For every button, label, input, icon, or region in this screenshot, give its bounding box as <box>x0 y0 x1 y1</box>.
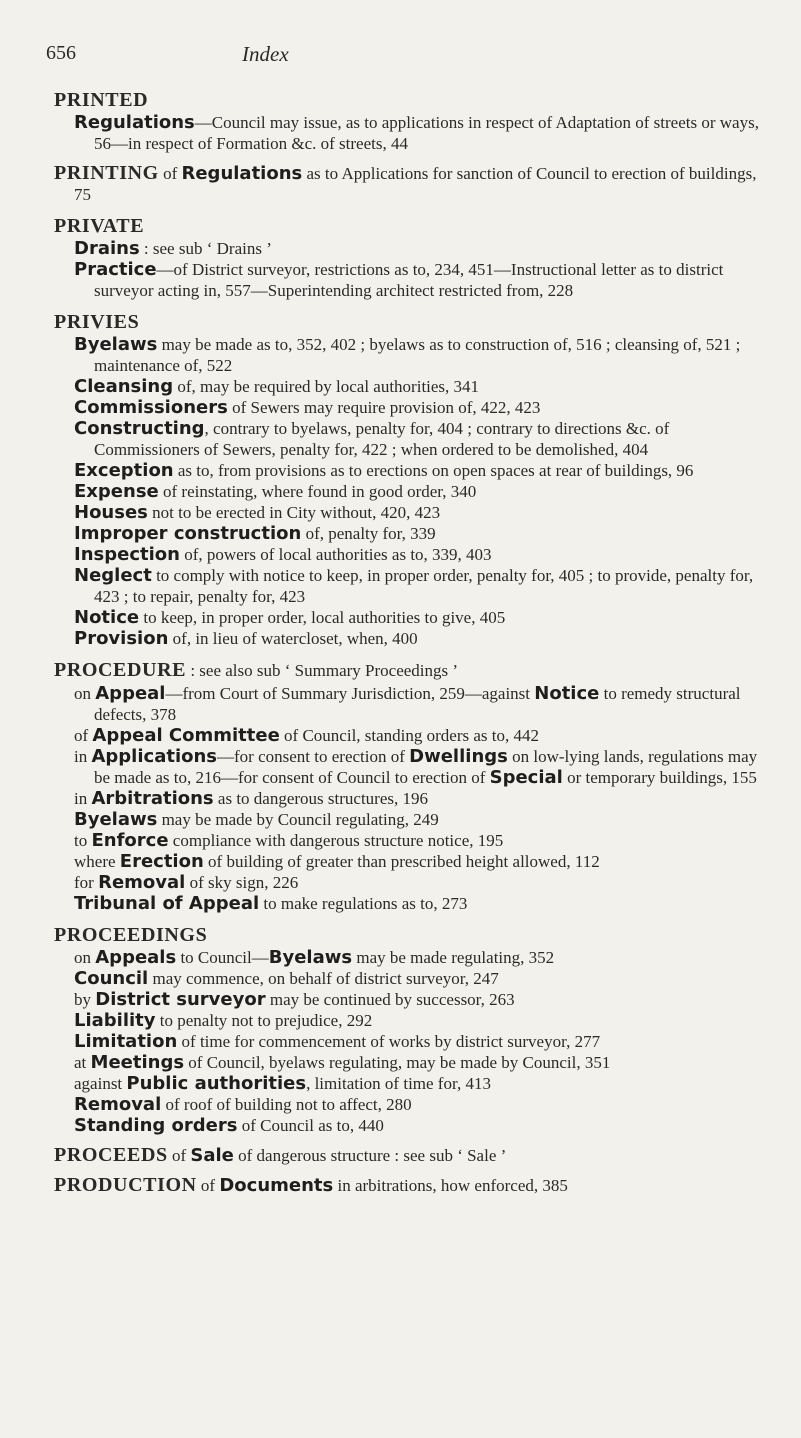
entry-keyword: Applications <box>91 746 218 767</box>
entry-text: of building of greater than prescribed height allowed, 112 <box>203 852 600 871</box>
index-section <box>50 1175 762 1196</box>
section-heading-line <box>54 214 762 238</box>
entry-keyword: Liability <box>74 1010 156 1031</box>
entry-keyword: Standing orders <box>74 1115 238 1136</box>
entry-keyword: Neglect <box>74 565 152 586</box>
entry-text: to make regulations as to, 273 <box>259 894 468 913</box>
entry-text: as to Applications for sanction of Council to erection of buildings, 75 <box>74 164 757 204</box>
entry-text: of, in lieu of watercloset, when, 400 <box>168 629 418 648</box>
entry-text: —Council may issue, as to applications in respect of Adaptation of streets or ways, 56—in respect of Formation &c. of streets, 44 <box>94 113 759 153</box>
index-section <box>50 310 762 649</box>
entry-text: —of District surveyor, restrictions as to, 234, 451—Instructional letter as to district surveyor acting in, 557—Superintending architect restricted from, 228 <box>94 260 724 300</box>
entry-keyword: Appeal <box>95 683 166 704</box>
index-entry <box>50 238 762 259</box>
entry-keyword: Regulations <box>74 112 195 133</box>
entry-text: may be made as to, 352, 402 ; byelaws as to construction of, 516 ; cleansing of, 521 ; maintenance of, 522 <box>94 335 741 375</box>
entry-keyword: Houses <box>74 502 148 523</box>
entry-text: or temporary buildings, 155 <box>562 768 757 787</box>
entry-text: by <box>74 990 96 1009</box>
entry-keyword: Commissioners <box>74 397 228 418</box>
entry-text: in <box>74 747 92 766</box>
entry-keyword: Council <box>74 968 149 989</box>
entry-text: for <box>74 873 99 892</box>
entry-keyword: Drains <box>74 238 140 259</box>
index-entry <box>50 725 762 746</box>
index-entry <box>50 968 762 989</box>
index-entry <box>50 1094 762 1115</box>
heading-cross-reference: : see also sub ‘ Summary Proceedings ’ <box>186 661 459 680</box>
index-entry <box>50 628 762 649</box>
entry-text: in arbitrations, how enforced, 385 <box>333 1176 568 1195</box>
index-entry <box>50 947 762 968</box>
index-entry <box>50 809 762 830</box>
entry-text: —from Court of Summary Jurisdiction, 259—against <box>165 684 535 703</box>
entry-keyword: Special <box>489 767 563 788</box>
section-heading: PROCEDURE <box>54 659 187 681</box>
entry-keyword: Notice <box>534 683 600 704</box>
entry-text: at <box>74 1053 91 1072</box>
entry-keyword: Arbitrations <box>91 788 214 809</box>
index-entry <box>50 893 762 914</box>
entry-text: —for consent to erection of <box>217 747 410 766</box>
entry-text: of, powers of local authorities as to, 339, 403 <box>179 545 492 564</box>
entry-text: , contrary to byelaws, penalty for, 404 ; contrary to directions &c. of Commissioners of Sewers, penalty for, 422 ; when ordered to be demolished, 404 <box>94 419 670 459</box>
section-heading-line <box>54 658 762 683</box>
entry-keyword: District surveyor <box>95 989 266 1010</box>
entry-keyword: Erection <box>119 851 204 872</box>
entry-text: of, may be required by local authorities, 341 <box>173 377 480 396</box>
index-section <box>50 214 762 301</box>
index-entry <box>50 334 762 376</box>
index-entry <box>50 544 762 565</box>
entry-text: to comply with notice to keep, in proper order, penalty for, 405 ; to provide, penalty for, 423 ; to repair, penalty for, 423 <box>94 566 754 606</box>
entry-keyword: Appeal Committee <box>92 725 280 746</box>
entry-text: on low-lying lands, regulations may be made as to, 216—for consent of Council to erection of <box>94 747 758 787</box>
entry-keyword: Provision <box>74 628 169 649</box>
lead-entry <box>50 163 762 205</box>
entry-text: against <box>74 1074 127 1093</box>
entry-text: of roof of building not to affect, 280 <box>161 1095 412 1114</box>
entry-text: of Sewers may require provision of, 422, 423 <box>227 398 541 417</box>
index-entry <box>50 460 762 481</box>
index-entry <box>50 397 762 418</box>
index-entry <box>50 851 762 872</box>
entry-text: on <box>74 948 96 967</box>
entry-keyword: Improper construction <box>74 523 302 544</box>
entry-keyword: Byelaws <box>74 334 158 355</box>
entry-keyword: Appeals <box>95 947 177 968</box>
index-entry <box>50 565 762 607</box>
entry-keyword: Public authorities <box>126 1073 307 1094</box>
index-entry <box>50 1010 762 1031</box>
section-heading: PRODUCTION <box>54 1174 197 1196</box>
entry-text: of <box>158 164 182 183</box>
entry-text: may be made by Council regulating, 249 <box>157 810 439 829</box>
section-heading-line <box>54 923 762 947</box>
index-entry <box>50 1031 762 1052</box>
index-entry <box>50 989 762 1010</box>
index-section <box>50 1145 762 1166</box>
entry-keyword: Exception <box>74 460 174 481</box>
section-heading: PRINTING <box>54 162 159 184</box>
entry-text: on <box>74 684 96 703</box>
page-number: 656 <box>46 42 76 64</box>
entry-text: of Council as to, 440 <box>237 1116 384 1135</box>
entry-keyword: Cleansing <box>74 376 174 397</box>
index-entry <box>50 607 762 628</box>
entry-text: of time for commencement of works by district surveyor, 277 <box>177 1032 601 1051</box>
lead-entry <box>50 1145 762 1166</box>
index-entry <box>50 683 762 725</box>
entry-keyword: Documents <box>219 1175 334 1196</box>
entry-text: to penalty not to prejudice, 292 <box>155 1011 373 1030</box>
section-heading: PRIVIES <box>54 311 140 333</box>
entry-text: not to be erected in City without, 420, 423 <box>147 503 441 522</box>
index-entry <box>50 418 762 460</box>
entry-keyword: Practice <box>74 259 157 280</box>
index-entry <box>50 502 762 523</box>
entry-text: to <box>74 831 92 850</box>
lead-entry <box>50 1175 762 1196</box>
entry-text: of dangerous structure : see sub ‘ Sale ’ <box>233 1146 507 1165</box>
entry-text: where <box>74 852 120 871</box>
entry-text: of <box>74 726 93 745</box>
index-entry <box>50 259 762 301</box>
entry-text: : see sub ‘ Drains ’ <box>139 239 272 258</box>
index-body <box>50 88 762 1205</box>
section-heading: PRIVATE <box>54 215 145 237</box>
index-entry <box>50 1115 762 1136</box>
entry-keyword: Expense <box>74 481 159 502</box>
entry-keyword: Limitation <box>74 1031 178 1052</box>
entry-keyword: Removal <box>98 872 186 893</box>
entry-keyword: Removal <box>74 1094 162 1115</box>
entry-text: as to, from provisions as to erections on open spaces at rear of buildings, 96 <box>173 461 694 480</box>
index-entry <box>50 376 762 397</box>
index-entry <box>50 830 762 851</box>
index-section <box>50 88 762 154</box>
entry-keyword: Byelaws <box>268 947 353 968</box>
index-entry <box>50 746 762 788</box>
index-entry <box>50 788 762 809</box>
section-heading: PRINTED <box>54 89 149 111</box>
running-head <box>46 42 486 70</box>
entry-text: of, penalty for, 339 <box>301 524 436 543</box>
entry-text: of <box>196 1176 220 1195</box>
entry-text: to Council— <box>176 948 269 967</box>
index-entry <box>50 1073 762 1094</box>
entry-keyword: Regulations <box>181 163 303 184</box>
entry-text: to remedy structural defects, 378 <box>94 684 741 724</box>
entry-text: of Council, standing orders as to, 442 <box>279 726 540 745</box>
index-entry <box>50 112 762 154</box>
section-heading: PROCEEDS <box>54 1144 168 1166</box>
entry-keyword: Meetings <box>90 1052 185 1073</box>
index-entry <box>50 872 762 893</box>
entry-keyword: Notice <box>74 607 140 628</box>
index-entry <box>50 1052 762 1073</box>
section-heading: PROCEEDINGS <box>54 924 208 946</box>
entry-text: , limitation of time for, 413 <box>306 1074 491 1093</box>
entry-keyword: Dwellings <box>409 746 508 767</box>
section-heading-line <box>54 310 762 334</box>
entry-keyword: Tribunal of Appeal <box>74 893 260 914</box>
entry-keyword: Sale <box>190 1145 234 1166</box>
entry-text: may be continued by successor, 263 <box>265 990 515 1009</box>
entry-text: of reinstating, where found in good order, 340 <box>158 482 477 501</box>
entry-text: may commence, on behalf of district surveyor, 247 <box>148 969 499 988</box>
entry-text: of <box>167 1146 191 1165</box>
entry-text: may be made regulating, 352 <box>352 948 555 967</box>
index-section <box>50 163 762 205</box>
section-heading-line <box>54 88 762 112</box>
index-entry <box>50 523 762 544</box>
entry-text: in <box>74 789 92 808</box>
entry-keyword: Enforce <box>91 830 169 851</box>
index-section <box>50 923 762 1136</box>
entry-text: as to dangerous structures, 196 <box>213 789 428 808</box>
running-title: Index <box>242 42 289 66</box>
index-entry <box>50 481 762 502</box>
index-section <box>50 658 762 914</box>
entry-text: of Council, byelaws regulating, may be made by Council, 351 <box>184 1053 611 1072</box>
entry-keyword: Inspection <box>74 544 180 565</box>
entry-text: compliance with dangerous structure notice, 195 <box>168 831 504 850</box>
entry-keyword: Constructing <box>74 418 205 439</box>
entry-text: to keep, in proper order, local authorities to give, 405 <box>139 608 506 627</box>
entry-keyword: Byelaws <box>74 809 158 830</box>
entry-text: of sky sign, 226 <box>185 873 299 892</box>
